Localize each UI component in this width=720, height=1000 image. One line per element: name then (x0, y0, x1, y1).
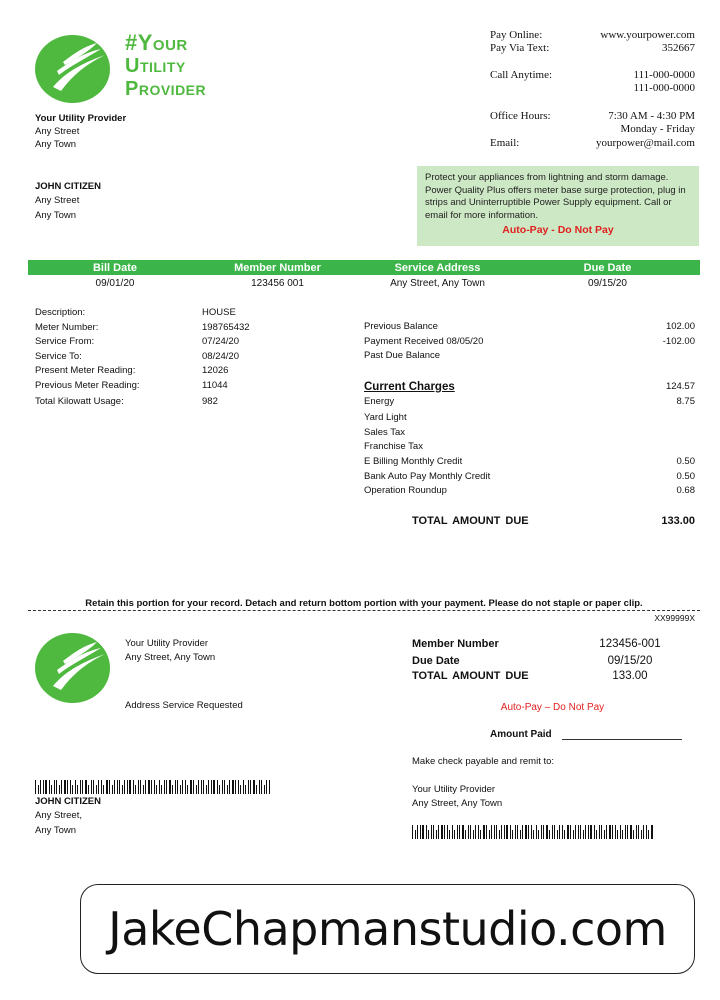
barcode-bar (438, 825, 439, 839)
barcode-bar (193, 780, 194, 794)
barcode-bar (422, 825, 424, 839)
barcode-bar (40, 780, 41, 794)
barcode-bar (486, 825, 487, 839)
contact-call-value-2: 111-000-0000 (633, 82, 695, 94)
barcode-bar (256, 785, 257, 794)
barcode-bar (615, 825, 616, 839)
barcode-bar (557, 830, 558, 839)
detail-value-present-reading: 12026 (202, 365, 229, 376)
barcode-bar (512, 830, 513, 839)
barcode-bar (462, 825, 464, 839)
stub-customer-town: Any Town (35, 825, 77, 836)
contact-call-label: Call Anytime: (490, 69, 553, 81)
barcode-bar (465, 830, 466, 839)
barcode-bar (117, 780, 118, 794)
current-charges-heading: Current Charges (364, 381, 455, 393)
barcode-bar (145, 780, 146, 794)
due-date-value: 09/15/20 (588, 278, 627, 289)
barcode-bar (151, 780, 152, 794)
barcode-bar (250, 780, 251, 794)
barcode-bar (77, 785, 78, 794)
barcode-bar (452, 825, 453, 839)
detail-label-service-to: Service To: (35, 350, 82, 362)
barcode-bar (559, 825, 560, 839)
barcode-bar (190, 780, 192, 794)
stub-due-label: Due Date (412, 655, 460, 667)
barcode-bar (554, 825, 555, 839)
remit-address: Any Street, Any Town (412, 798, 503, 809)
stub-provider-address: Any Street, Any Town (125, 652, 216, 663)
barcode-bar (45, 780, 47, 794)
barcode-bar (109, 780, 110, 794)
detail-value-meter-number: 198765432 (202, 321, 250, 333)
charge-label-energy: Energy (364, 396, 395, 407)
customer-barcode (35, 780, 271, 794)
barcode-bar (166, 780, 167, 794)
barcode-bar (238, 780, 239, 794)
detail-value-description: HOUSE (202, 307, 236, 318)
detail-label-meter-number: Meter Number: (35, 321, 99, 333)
barcode-bar (208, 780, 209, 794)
barcode-bar (135, 785, 136, 794)
barcode-bar (531, 825, 532, 839)
barcode-bar (536, 825, 537, 839)
barcode-bar (491, 825, 492, 839)
barcode-bar (93, 780, 94, 794)
contact-email-value[interactable]: yourpower@mail.com (595, 137, 695, 149)
barcode-bar (129, 780, 131, 794)
barcode-bar (106, 780, 108, 794)
address-service-requested: Address Service Requested (125, 700, 243, 711)
barcode-bar (648, 830, 649, 839)
watermark-banner (80, 884, 695, 974)
barcode-bar (229, 780, 230, 794)
barcode-bar (436, 830, 437, 839)
barcode-bar (617, 830, 618, 839)
barcode-bar (159, 780, 160, 794)
barcode-bar (478, 825, 479, 839)
promo-box (417, 166, 699, 246)
detail-label-previous-reading: Previous Meter Reading: (35, 379, 140, 391)
barcode-bar (85, 780, 87, 794)
barcode-bar (56, 780, 57, 794)
barcode-bar (630, 825, 632, 839)
barcode-bar (475, 825, 476, 839)
barcode-bar (51, 785, 52, 794)
barcode-bar (177, 780, 178, 794)
stub-logo (35, 633, 110, 703)
barcode-bar (415, 830, 416, 839)
barcode-bar (564, 830, 565, 839)
barcode-bar (483, 825, 485, 839)
total-amount-due-value: 133.00 (661, 515, 695, 527)
barcode-bar (570, 825, 571, 839)
barcode-bar (54, 780, 55, 794)
barcode-bar (543, 825, 544, 839)
barcode-bar (426, 825, 427, 839)
charge-value-operation-roundup: 0.68 (676, 485, 695, 496)
barcode-bar (187, 785, 188, 794)
barcode-bar (468, 825, 469, 839)
barcode-bar (49, 780, 50, 794)
barcode-bar (38, 785, 39, 794)
barcode-bar (75, 780, 76, 794)
barcode-bar (470, 825, 471, 839)
barcode-bar (638, 825, 639, 839)
barcode-bar (240, 785, 241, 794)
barcode-bar (641, 830, 642, 839)
barcode-bar (80, 780, 81, 794)
barcode-bar (588, 825, 589, 839)
payable-instructions: Make check payable and remit to: (412, 756, 555, 767)
contact-pay-text-value: 352667 (662, 42, 695, 54)
charge-label-sales-tax: Sales Tax (364, 427, 406, 438)
stub-due-value: 09/15/20 (607, 655, 653, 667)
barcode-bar (119, 780, 120, 794)
barcode-bar (633, 830, 634, 839)
barcode-bar (196, 785, 197, 794)
barcode-bar (533, 830, 534, 839)
barcode-bar (198, 780, 199, 794)
barcode-bar (96, 785, 97, 794)
barcode-bar (499, 830, 500, 839)
brand-line-3: Provider (125, 78, 207, 100)
barcode-bar (72, 785, 73, 794)
barcode-bar (520, 830, 521, 839)
barcode-bar (412, 825, 413, 839)
barcode-bar (127, 780, 128, 794)
barcode-bar (625, 825, 626, 839)
remit-name: Your Utility Provider (412, 784, 496, 795)
barcode-bar (525, 825, 527, 839)
provider-street: Any Street (35, 126, 80, 137)
contact-pay-text-label: Pay Via Text: (490, 42, 550, 54)
barcode-bar (601, 825, 602, 839)
bill-date-header: Bill Date (92, 262, 137, 274)
barcode-bar (573, 830, 574, 839)
barcode-bar (599, 825, 600, 839)
barcode-bar (180, 785, 181, 794)
barcode-bar (232, 780, 234, 794)
barcode-bar (101, 780, 102, 794)
barcode-bar (590, 825, 592, 839)
balance-label-previous: Previous Balance (364, 321, 438, 332)
charge-value-energy: 8.75 (676, 396, 695, 407)
member-number-header: Member Number (234, 262, 321, 274)
barcode-bar (224, 780, 225, 794)
leaf-swoosh-icon (35, 35, 110, 103)
detail-value-service-to: 08/24/20 (202, 350, 239, 362)
barcode-bar (64, 780, 66, 794)
barcode-bar (156, 785, 157, 794)
barcode-bar (91, 780, 92, 794)
stub-autopay-notice: Auto-Pay – Do Not Pay (500, 702, 605, 713)
provider-logo (35, 35, 110, 103)
barcode-bar (217, 780, 218, 794)
barcode-bar (211, 780, 212, 794)
contact-call-value-1: 111-000-0000 (633, 69, 695, 81)
detail-value-previous-reading: 11044 (202, 379, 228, 391)
barcode-bar (583, 830, 584, 839)
stub-code: XX99999X (654, 613, 695, 623)
barcode-bar (567, 825, 569, 839)
barcode-bar (585, 825, 586, 839)
barcode-bar (538, 830, 539, 839)
contact-hours-value-1: 7:30 AM - 4:30 PM (608, 110, 695, 122)
barcode-bar (206, 785, 207, 794)
barcode-bar (88, 785, 89, 794)
barcode-bar (420, 825, 421, 839)
barcode-bar (528, 825, 529, 839)
barcode-bar (43, 780, 44, 794)
barcode-bar (646, 825, 647, 839)
stub-customer-name: JOHN CITIZEN (35, 796, 101, 807)
barcode-bar (248, 780, 249, 794)
charge-label-ebilling-credit: E Billing Monthly Credit (364, 456, 463, 467)
barcode-bar (114, 780, 115, 794)
barcode-bar (103, 785, 104, 794)
barcode-bar (596, 830, 597, 839)
charge-label-operation-roundup: Operation Roundup (364, 485, 447, 496)
barcode-bar (112, 785, 113, 794)
barcode-bar (259, 780, 260, 794)
barcode-bar (627, 825, 628, 839)
barcode-bar (489, 830, 490, 839)
leaf-swoosh-icon (35, 633, 110, 703)
stub-total-value: 133.00 (612, 670, 648, 682)
total-amount-due-label: TOTAL AMOUNT DUE (412, 515, 529, 527)
stub-member-label: Member Number (412, 638, 499, 650)
barcode-bar (541, 825, 542, 839)
member-number-value: 123456 001 (251, 278, 304, 289)
barcode-bar (620, 825, 621, 839)
barcode-bar (651, 825, 653, 839)
promo-autopay-notice: Auto-Pay - Do Not Pay (502, 224, 614, 236)
barcode-bar (266, 780, 267, 794)
balance-label-past-due: Past Due Balance (364, 350, 441, 361)
contact-pay-online-value[interactable]: www.yourpower.com (600, 29, 695, 41)
barcode-bar (245, 785, 246, 794)
barcode-bar (140, 780, 141, 794)
barcode-bar (138, 780, 139, 794)
barcode-bar (143, 785, 144, 794)
balance-label-payment: Payment Received 08/05/20 (364, 336, 484, 347)
provider-town: Any Town (35, 139, 77, 150)
barcode-bar (457, 825, 458, 839)
barcode-bar (506, 825, 508, 839)
barcode-bar (575, 825, 576, 839)
barcode-bar (164, 780, 165, 794)
barcode-bar (35, 780, 36, 794)
barcode-bar (473, 830, 474, 839)
barcode-bar (449, 830, 450, 839)
contact-hours-value-2: Monday - Friday (620, 123, 695, 135)
customer-town: Any Town (35, 210, 77, 221)
barcode-bar (636, 825, 637, 839)
barcode-bar (213, 780, 215, 794)
barcode-bar (515, 825, 516, 839)
provider-name: Your Utility Provider (35, 113, 127, 124)
barcode-bar (501, 825, 502, 839)
barcode-bar (67, 780, 68, 794)
barcode-bar (417, 825, 418, 839)
barcode-bar (604, 830, 605, 839)
watermark-text: JakeChapmanstudio.com (108, 902, 667, 956)
detail-label-total-usage: Total Kilowatt Usage: (35, 396, 124, 407)
barcode-bar (203, 780, 204, 794)
barcode-bar (444, 825, 445, 839)
charge-value-autopay-credit: 0.50 (676, 471, 695, 482)
barcode-bar (480, 830, 481, 839)
promo-text: Protect your appliances from lightning and storm damage. Power Quality Plus offers meter base surge protection, plug in strips and Uninterruptible Power Supply equipment. Call or email for more information. (425, 172, 686, 221)
contact-email-label: Email: (490, 137, 520, 149)
contact-hours-label: Office Hours: (490, 110, 551, 122)
barcode-bar (227, 785, 228, 794)
barcode-bar (622, 830, 623, 839)
barcode-bar (546, 825, 548, 839)
barcode-bar (222, 780, 223, 794)
charge-label-yard-light: Yard Light (364, 412, 407, 423)
barcode-bar (504, 825, 505, 839)
barcode-bar (552, 825, 553, 839)
stub-total-label: TOTAL AMOUNT DUE (412, 670, 529, 682)
due-date-header: Due Date (583, 262, 632, 274)
barcode-bar (580, 825, 581, 839)
barcode-bar (243, 780, 244, 794)
barcode-bar (264, 785, 265, 794)
barcode-bar (447, 825, 448, 839)
barcode-bar (549, 830, 550, 839)
barcode-bar (201, 780, 202, 794)
barcode-bar (98, 780, 99, 794)
barcode-bar (154, 780, 155, 794)
barcode-bar (433, 825, 434, 839)
barcode-bar (133, 780, 134, 794)
barcode-bar (169, 780, 171, 794)
detail-label-service-from: Service From: (35, 336, 95, 347)
stub-customer-street: Any Street, (35, 810, 82, 821)
customer-street: Any Street (35, 195, 80, 206)
barcode-bar (510, 825, 511, 839)
stub-member-value: 123456-001 (599, 638, 661, 650)
barcode-bar (522, 825, 523, 839)
barcode-bar (172, 785, 173, 794)
barcode-bar (122, 785, 123, 794)
brand-line-2: Utility (125, 55, 186, 77)
barcode-bar (59, 785, 60, 794)
barcode-bar (253, 780, 255, 794)
barcode-bar (459, 825, 460, 839)
barcode-bar (454, 830, 455, 839)
service-address-value: Any Street, Any Town (390, 278, 485, 289)
barcode-bar (594, 825, 595, 839)
bill-date-value: 09/01/20 (95, 278, 135, 289)
charge-label-autopay-credit: Bank Auto Pay Monthly Credit (364, 471, 491, 482)
charge-label-franchise-tax: Franchise Tax (364, 441, 423, 452)
amount-paid-input[interactable] (562, 739, 682, 740)
barcode-bar (496, 825, 497, 839)
barcode-bar (61, 780, 62, 794)
detail-label-description: Description: (35, 307, 86, 318)
barcode-bar (219, 785, 220, 794)
contact-pay-online-label: Pay Online: (490, 29, 543, 41)
barcode-bar (562, 825, 563, 839)
remit-barcode (412, 825, 654, 839)
barcode-bar (82, 780, 83, 794)
balance-value-previous: 102.00 (665, 321, 695, 332)
barcode-bar (643, 825, 644, 839)
charge-value-ebilling-credit: 0.50 (676, 456, 695, 467)
barcode-bar (578, 825, 579, 839)
customer-name: JOHN CITIZEN (35, 181, 101, 192)
amount-paid-label: Amount Paid (490, 729, 552, 740)
detail-value-total-usage: 982 (202, 396, 218, 407)
service-address-header: Service Address (394, 262, 481, 274)
barcode-bar (494, 825, 495, 839)
barcode-bar (517, 825, 518, 839)
barcode-bar (606, 825, 607, 839)
barcode-bar (261, 780, 262, 794)
stub-provider-name: Your Utility Provider (125, 638, 209, 649)
detail-value-service-from: 07/24/20 (202, 336, 239, 347)
barcode-bar (182, 780, 183, 794)
barcode-bar (124, 780, 125, 794)
barcode-bar (269, 780, 270, 794)
barcode-bar (161, 785, 162, 794)
detach-instruction: Retain this portion for your record. Detach and return bottom portion with your payment. Please do not staple or paper clip. (28, 598, 700, 611)
barcode-bar (609, 825, 611, 839)
barcode-bar (175, 780, 176, 794)
current-charges-heading-value: 124.57 (665, 381, 695, 392)
barcode-bar (428, 830, 429, 839)
barcode-bar (185, 780, 186, 794)
balance-value-payment: -102.00 (662, 336, 695, 347)
barcode-bar (441, 825, 443, 839)
barcode-bar (148, 780, 150, 794)
brand-line-1: #Your (125, 30, 188, 55)
barcode-bar (70, 780, 71, 794)
detail-label-present-reading: Present Meter Reading: (35, 365, 136, 376)
barcode-bar (612, 825, 613, 839)
barcode-bar (431, 825, 432, 839)
barcode-bar (235, 780, 236, 794)
